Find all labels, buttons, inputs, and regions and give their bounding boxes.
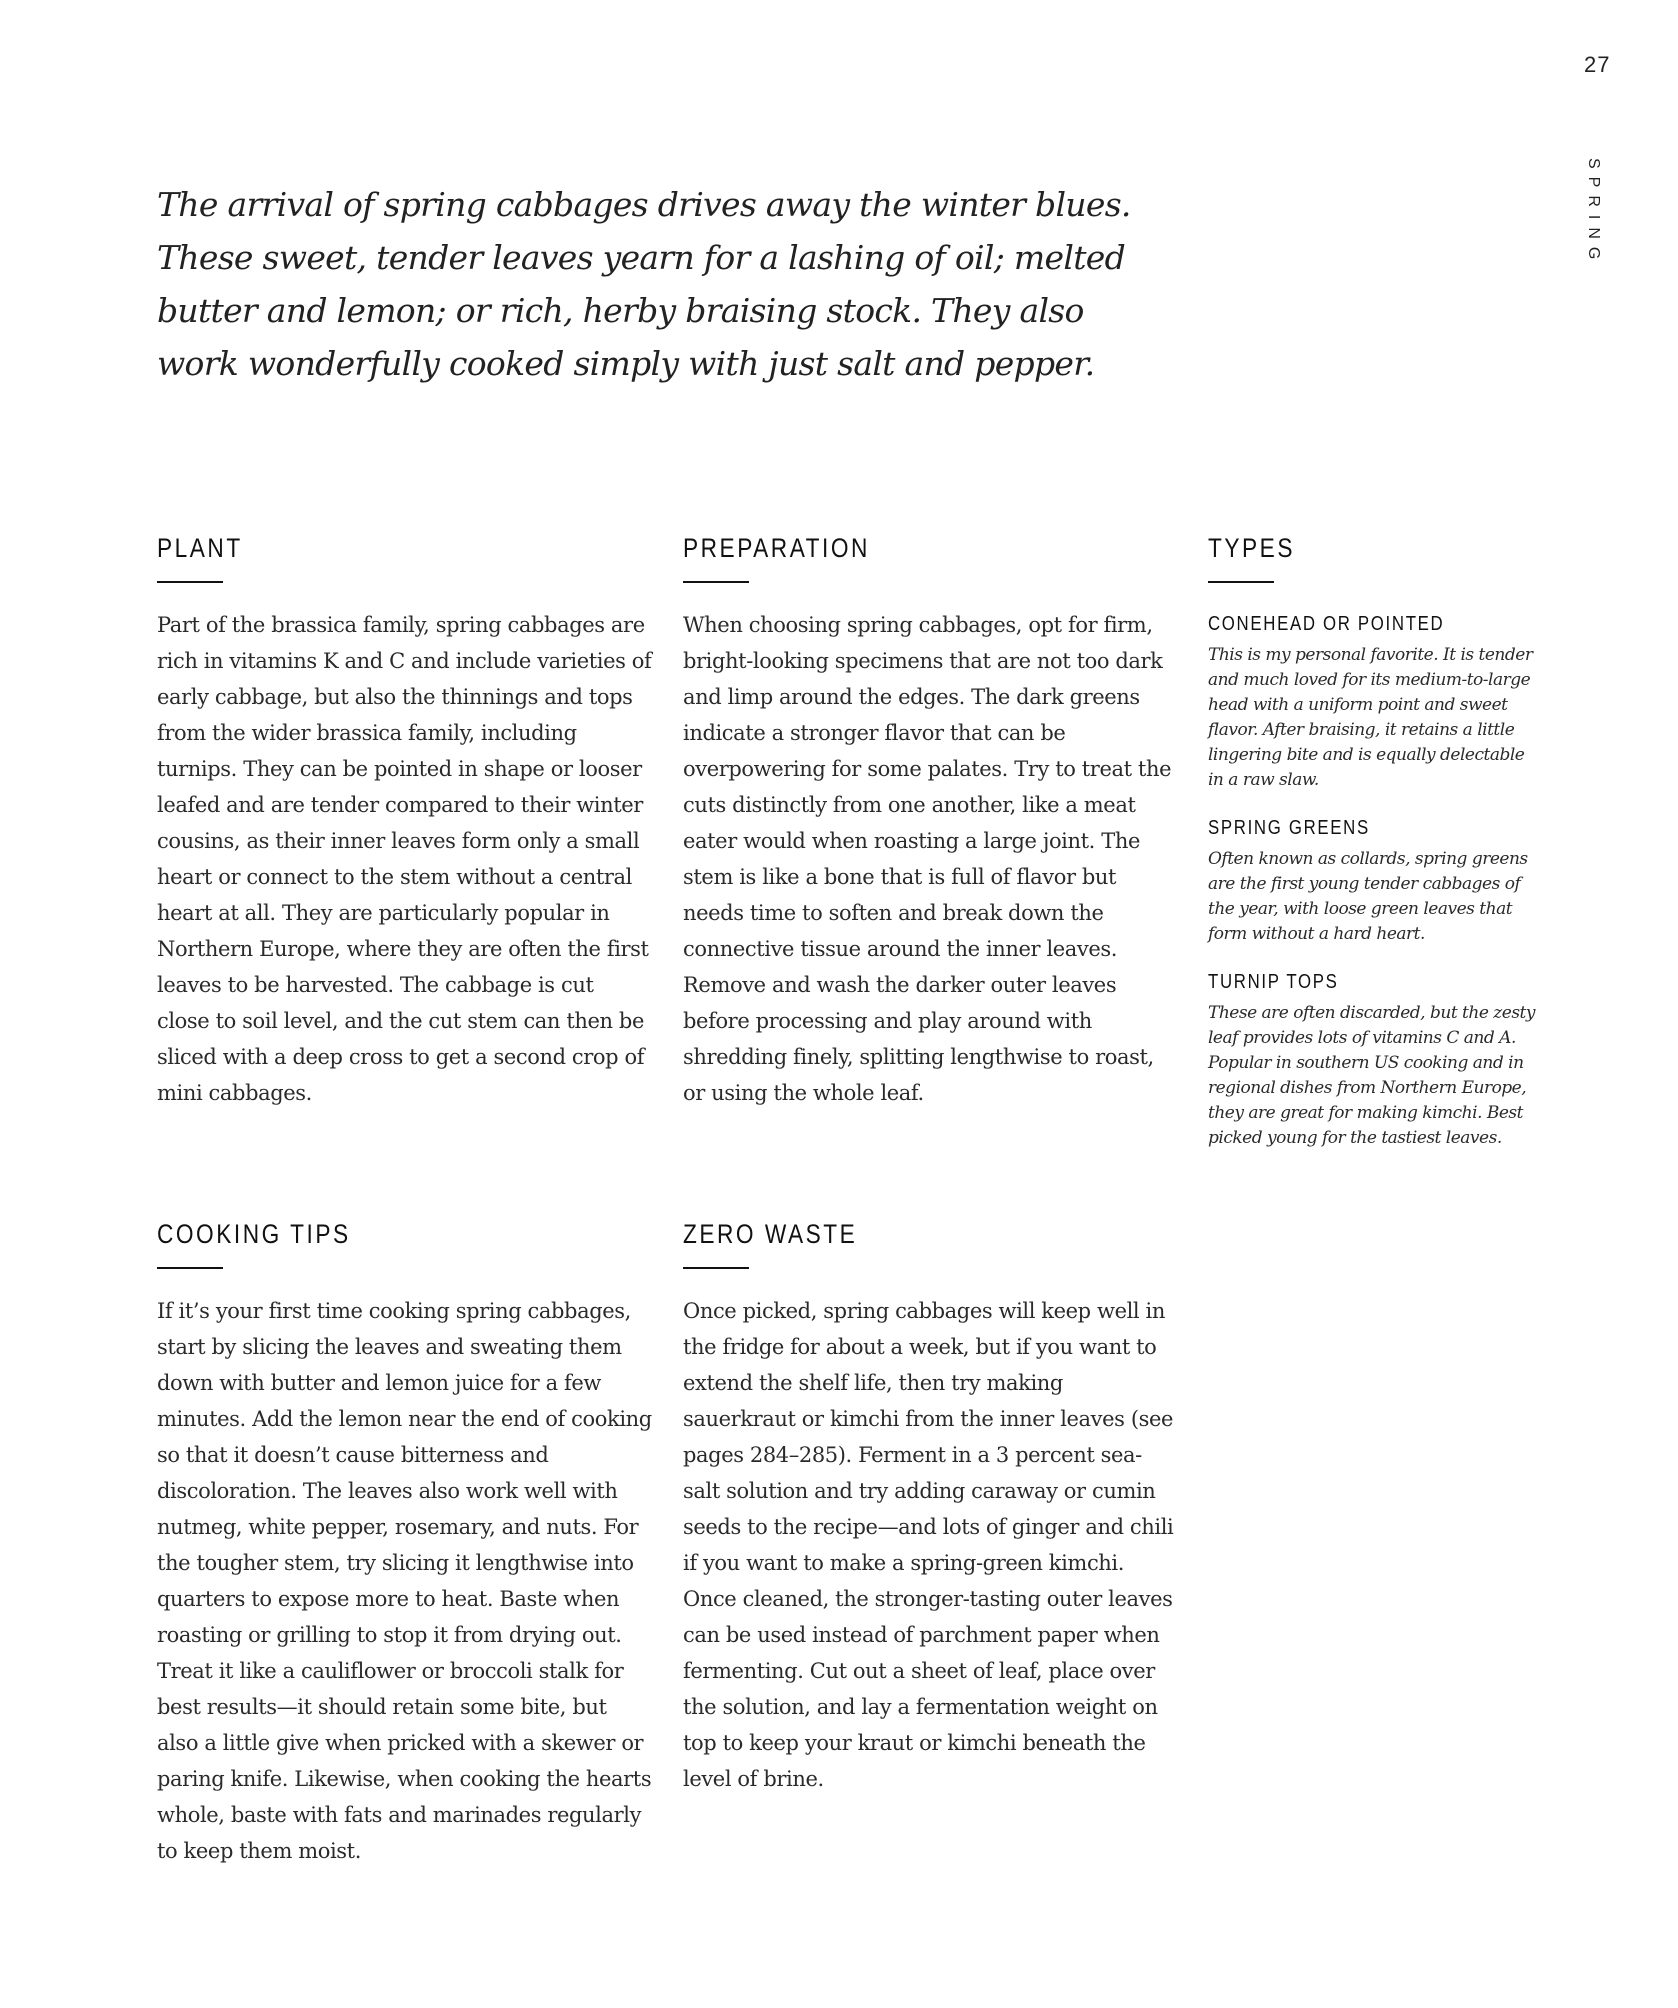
- type-title: SPRING GREENS: [1208, 817, 1370, 839]
- running-head: [1584, 158, 1614, 268]
- plant-section: [157, 531, 652, 1111]
- type-title: CONEHEAD OR POINTED: [1208, 613, 1445, 635]
- types-section: [1208, 531, 1538, 1151]
- type-item-conehead: [1208, 611, 1538, 793]
- preparation-section: [683, 531, 1178, 1111]
- running-head-label: SPRING: [1585, 158, 1602, 268]
- zero-waste-heading: ZERO WASTE: [683, 1219, 858, 1249]
- plant-heading-rule: [157, 581, 223, 583]
- types-heading-rule: [1208, 581, 1274, 583]
- type-item-spring-greens: [1208, 815, 1538, 947]
- cooking-tips-body: If it’s your first time cooking spring cabbages, start by slicing the leaves and sweating them down with butter and lemon juice for a few minutes. Add the lemon near the end of cooking so that it doesn’t cause bitterness and discoloration. The leaves also work well with nutmeg, white pepper, rosemary, and nuts. For the tougher stem, try slicing it lengthwise into quarters to expose more to heat. Baste when roasting or grilling to stop it from drying out. Treat it like a cauliflower or broccoli stalk for best results—it should retain some bite, but also a little give when pricked with a skewer or paring knife. Likewise, when cooking the hearts whole, baste with fats and marinades regularly to keep them moist.: [157, 1299, 652, 1863]
- zero-waste-heading-rule: [683, 1267, 749, 1269]
- zero-waste-body: Once picked, spring cabbages will keep well in the fridge for about a week, but if you want to extend the shelf life, then try making sauerkraut or kimchi from the inner leaves (see pages 284–285). Ferment in a 3 percent sea-salt solution and try adding caraway or cumin seeds to the recipe—and lots of ginger and chili if you want to make a spring-green kimchi. Once cleaned, the stronger-tasting outer leaves can be used instead of parchment paper when fermenting. Cut out a sheet of leaf, place over the solution, and lay a fermentation weight on top to keep your kraut or kimchi beneath the level of brine.: [683, 1299, 1174, 1791]
- type-title: TURNIP TOPS: [1208, 971, 1339, 993]
- preparation-heading-rule: [683, 581, 749, 583]
- intro-paragraph: The arrival of spring cabbages drives away the winter blues. These sweet, tender leaves yearn for a lashing of oil; melted butter and lemon; or rich, herby braising stock. They also work wonderfully cooked simply with just salt and pepper.: [157, 185, 1131, 383]
- cooking-tips-section: [157, 1217, 652, 1869]
- cooking-tips-heading-rule: [157, 1267, 223, 1269]
- type-description: This is my personal favorite. It is tender and much loved for its medium-to-large head with a uniform point and sweet flavor. After braising, it retains a little lingering bite and is equally delectable in a raw slaw.: [1208, 645, 1533, 790]
- type-item-turnip-tops: [1208, 969, 1538, 1151]
- types-heading: TYPES: [1208, 533, 1295, 563]
- preparation-heading: PREPARATION: [683, 533, 870, 563]
- plant-body: Part of the brassica family, spring cabbages are rich in vitamins K and C and include varieties of early cabbage, but also the thinnings and tops from the wider brassica family, including turnips. They can be pointed in shape or looser leafed and are tender compared to their winter cousins, as their inner leaves form only a small heart or connect to the stem without a central heart at all. They are particularly popular in Northern Europe, where they are often the first leaves to be harvested. The cabbage is cut close to soil level, and the cut stem can then be sliced with a deep cross to get a second crop of mini cabbages.: [157, 613, 652, 1105]
- type-description: These are often discarded, but the zesty leaf provides lots of vitamins C and A. Popular in southern US cooking and in regional dishes from Northern Europe, they are great for making kimchi. Best picked young for the tastiest leaves.: [1208, 1003, 1535, 1148]
- page-number: 27: [1584, 52, 1611, 77]
- zero-waste-section: [683, 1217, 1178, 1797]
- plant-heading: PLANT: [157, 533, 243, 563]
- cooking-tips-heading: COOKING TIPS: [157, 1219, 351, 1249]
- preparation-body: When choosing spring cabbages, opt for firm, bright-looking specimens that are not too dark and limp around the edges. The dark greens indicate a stronger flavor that can be overpowering for some palates. Try to treat the cuts distinctly from one another, like a meat eater would when roasting a large joint. The stem is like a bone that is full of flavor but needs time to soften and break down the connective tissue around the inner leaves. Remove and wash the darker outer leaves before processing and play around with shredding finely, splitting lengthwise to roast, or using the whole leaf.: [683, 613, 1172, 1105]
- type-description: Often known as collards, spring greens are the first young tender cabbages of the year, with loose green leaves that form without a hard heart.: [1208, 849, 1528, 944]
